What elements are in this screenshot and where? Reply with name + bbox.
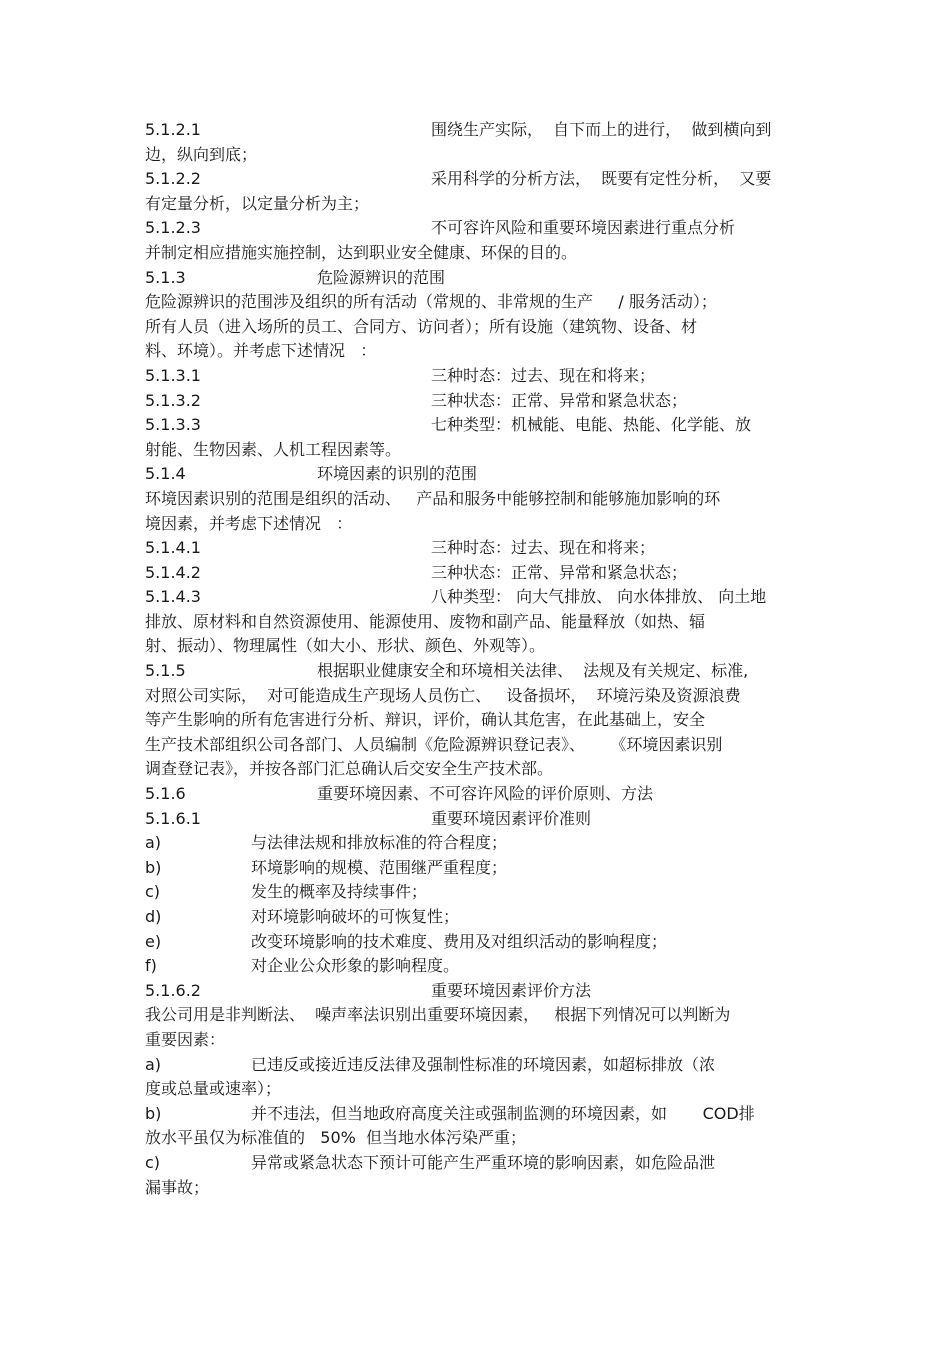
section-title: 重要环境因素、不可容许风险的评价原则、方法 [317,784,654,804]
clause-5-1-2-3 [145,216,810,241]
clause-text: 根据职业健康安全和环境相关法律、 法规及有关规定、标准, [317,661,749,681]
list-item-e [145,930,810,955]
list-marker: c) [145,1152,161,1172]
list-marker: b) [145,1103,162,1123]
clause-text: 围绕生产实际， 自下而上的进行， 做到横向到 [431,120,772,139]
list-item-text: 发生的概率及持续事件； [251,882,428,902]
section-title: 危险源辨识的范围 [317,267,446,287]
text-line [145,1176,810,1201]
list-marker: b) [145,857,162,877]
clause-number: 5.1.6.2 [145,980,201,1000]
clause-text: 三种状态：正常、异常和紧急状态； [431,390,688,410]
clause-text: 环境因素识别的范围是组织的活动、 产品和服务中能够控制和能够施加影响的环 [145,488,721,508]
clause-text: 境因素，并考虑下述情况 ： [145,513,353,533]
clause-number: 5.1.4.3 [145,587,201,607]
text-line [145,1003,810,1028]
list-item-text: 与法律法规和排放标准的符合程度； [251,833,508,853]
text-line [145,339,810,364]
clause-text: 度或总量或速率）； [145,1079,282,1099]
clause-text: 三种时态：过去、现在和将来； [431,365,656,385]
clause-text: 射、振动）、物理属性（如大小、形状、颜色、外观等）。 [145,636,546,656]
clause-text: 对照公司实际， 对可能造成生产现场人员伤亡、 设备损坏， 环境污染及资源浪费 [145,685,741,705]
text-line [145,733,810,758]
list-marker: c) [145,882,161,902]
clause-5-1-6-2 [145,979,810,1004]
text-line [145,634,810,659]
document-body [145,118,810,1200]
clause-text: 料、环境）。并考虑下述情况 ： [145,341,377,361]
clause-number: 5.1.4.1 [145,538,201,558]
clause-text: 所有人员（进入场所的员工、合同方、访问者）；所有设施（建筑物、设备、材 [145,316,698,336]
clause-5-1-6-1 [145,807,810,832]
clause-number: 5.1.4.2 [145,562,201,582]
clause-number: 5.1.3.3 [145,415,201,435]
list-marker: e) [145,931,162,951]
list-item-c [145,880,810,905]
text-line [145,757,810,782]
section-5-1-6-heading [145,782,810,807]
list-item-text: 已违反或接近违反法律及强制性标准的环境因素，如超标排放（浓 [251,1054,716,1074]
clause-text: 漏事故； [145,1177,210,1197]
clause-text: 排放、原材料和自然资源使用、能源使用、废物和副产品、能量释放（如热、辐 [145,611,706,631]
list-item-f [145,954,810,979]
clause-text: 边，纵向到底； [145,144,258,164]
clause-text: 放水平虽仅为标准值的 50% 但当地水体污染严重； [145,1128,526,1148]
clause-5-1-2-1 [145,118,810,143]
list-item-text: 对企业公众形象的影响程度。 [251,956,460,976]
list-item-a [145,1053,810,1078]
clause-5-1-4-1 [145,536,810,561]
clause-text: 调查登记表》，并按各部门汇总确认后交安全生产技术部。 [145,759,554,779]
clause-text: 并制定相应措施实施控制，达到职业安全健康、环保的目的。 [145,242,578,262]
clause-number: 5.1.3.1 [145,365,201,385]
section-5-1-4-heading [145,462,810,487]
list-item-a [145,831,810,856]
text-line [145,1126,810,1151]
clause-number: 5.1.6 [145,784,186,804]
clause-text: 不可容许风险和重要环境因素进行重点分析 [431,218,736,238]
section-5-1-3-heading [145,266,810,291]
clause-5-1-4-2 [145,561,810,586]
clause-number: 5.1.3 [145,267,186,287]
text-line [145,192,810,217]
list-item-d [145,905,810,930]
list-marker: f) [145,956,157,976]
text-line [145,708,810,733]
list-item-b [145,856,810,881]
clause-number: 5.1.2.1 [145,120,201,139]
list-item-c [145,1151,810,1176]
list-item-text: 异常或紧急状态下预计可能产生严重环境的影响因素，如危险品泄 [251,1152,716,1172]
text-line [145,1077,810,1102]
list-item-text: 环境影响的规模、范围继严重程度； [251,857,508,877]
text-line [145,1028,810,1053]
subsection-title: 重要环境因素评价方法 [431,980,592,1000]
list-marker: a) [145,833,162,853]
clause-number: 5.1.4 [145,464,186,484]
clause-text: 有定量分析，以定量分析为主； [145,193,370,213]
clause-number: 5.1.5 [145,661,186,681]
clause-text: 我公司用是非判断法、 噪声率法识别出重要环境因素， 根据下列情况可以判断为 [145,1005,731,1025]
text-line [145,290,810,315]
clause-text: 七种类型：机械能、电能、热能、化学能、放 [431,415,752,435]
text-line [145,241,810,266]
clause-text: 射能、生物因素、人机工程因素等。 [145,439,402,459]
text-line [145,610,810,635]
subsection-title: 重要环境因素评价准则 [431,808,592,828]
list-item-text: 对环境影响破坏的可恢复性； [251,907,460,926]
list-item-text: 改变环境影响的技术难度、费用及对组织活动的影响程度； [251,931,668,951]
clause-text: 采用科学的分析方法， 既要有定性分析， 又要 [431,169,772,189]
clause-number: 5.1.2.2 [145,169,201,189]
clause-5-1-3-3 [145,413,810,438]
text-line [145,438,810,463]
clause-number: 5.1.3.2 [145,390,201,410]
clause-text: 三种时态：过去、现在和将来； [431,538,656,558]
clause-5-1-3-2 [145,389,810,414]
clause-number: 5.1.2.3 [145,218,201,238]
clause-text: 危险源辨识的范围涉及组织的所有活动（常规的、非常规的生产 / 服务活动）； [145,292,717,312]
clause-5-1-3-1 [145,364,810,389]
list-item-text: 并不违法，但当地政府高度关注或强制监测的环境因素，如 COD排 [251,1103,755,1123]
text-line [145,487,810,512]
clause-number: 5.1.6.1 [145,808,201,828]
clause-text: 三种状态：正常、异常和紧急状态； [431,562,688,582]
list-marker: a) [145,1054,162,1074]
clause-5-1-4-3 [145,585,810,610]
list-marker: d) [145,907,162,926]
section-title: 环境因素的识别的范围 [317,464,478,484]
clause-text: 重要因素： [145,1029,226,1049]
clause-text: 八种类型： 向大气排放、 向水体排放、 向土地 [431,587,767,607]
clause-text: 等产生影响的所有危害进行分析、辩识，评价，确认其危害，在此基础上，安全 [145,710,706,730]
clause-5-1-2-2 [145,167,810,192]
text-line [145,684,810,709]
text-line [145,143,810,168]
section-5-1-5-heading [145,659,810,684]
text-line [145,315,810,340]
clause-text: 生产技术部组织公司各部门、人员编制《危险源辨识登记表》、 《环境因素识别 [145,734,723,754]
list-item-b [145,1102,810,1127]
text-line [145,512,810,537]
